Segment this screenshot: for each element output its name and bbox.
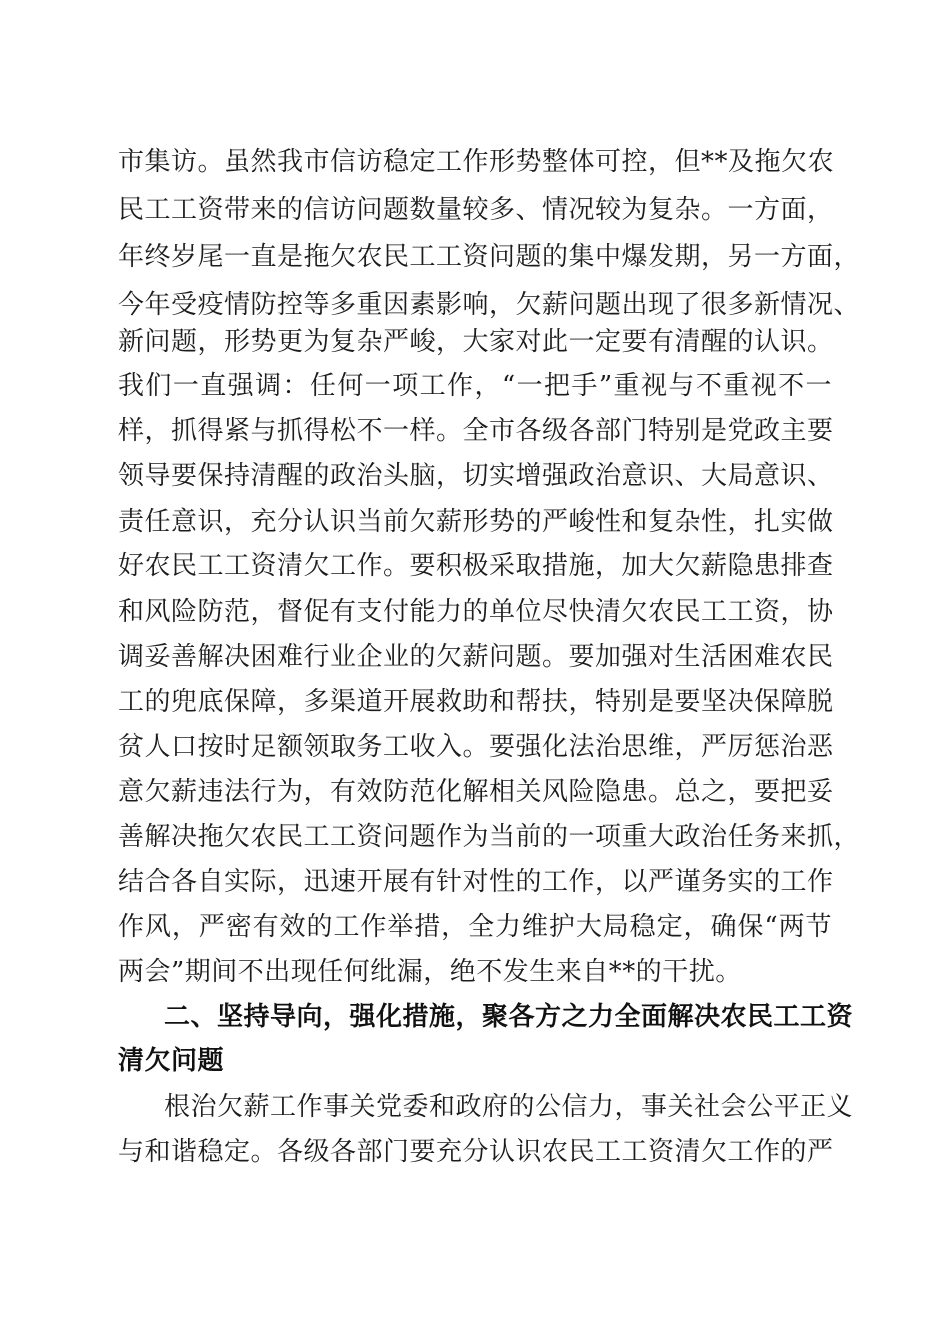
heading-line: 清欠问题 xyxy=(118,1046,225,1076)
text-line: 和风险防范，督促有支付能力的单位尽快清欠农民工工资，协 xyxy=(118,597,834,627)
text-line: 作风，严密有效的工作举措，全力维护大局稳定，确保“两节 xyxy=(118,912,832,942)
text-line: 两会”期间不出现任何纰漏，绝不发生来自**的干扰。 xyxy=(118,957,742,987)
text-line: 好农民工工资清欠工作。要积极采取措施，加大欠薪隐患排查 xyxy=(118,551,834,581)
text-line: 调妥善解决困难行业企业的欠薪问题。要加强对生活困难农民 xyxy=(118,642,834,672)
text-line: 市集访。虽然我市信访稳定工作形势整体可控，但**及拖欠农 xyxy=(118,147,835,177)
text-line: 今年受疫情防控等多重因素影响，欠薪问题出现了很多新情况、 xyxy=(118,290,861,320)
text-line: 根治欠薪工作事关党委和政府的公信力，事关社会公平正义 xyxy=(164,1092,854,1122)
text-line: 责任意识，充分认识当前欠薪形势的严峻性和复杂性，扎实做 xyxy=(118,507,834,537)
text-line: 贫人口按时足额领取务工收入。要强化法治思维，严厉惩治恶 xyxy=(118,732,834,762)
text-line: 领导要保持清醒的政治头脑，切实增强政治意识、大局意识、 xyxy=(118,461,834,491)
text-line: 我们一直强调：任何一项工作，“一把手”重视与不重视不一 xyxy=(118,371,832,401)
heading-line: 二、坚持导向，强化措施，聚各方之力全面解决农民工工资 xyxy=(164,1002,854,1032)
text-line: 与和谐稳定。各级各部门要充分认识农民工工资清欠工作的严 xyxy=(118,1137,834,1167)
text-line: 新问题，形势更为复杂严峻，大家对此一定要有清醒的认识。 xyxy=(118,327,834,357)
text-line: 善解决拖欠农民工工资问题作为当前的一项重大政治任务来抓， xyxy=(118,822,861,852)
text-line: 工的兜底保障，多渠道开展救助和帮扶，特别是要坚决保障脱 xyxy=(118,687,834,717)
text-line: 年终岁尾一直是拖欠农民工工资问题的集中爆发期，另一方面， xyxy=(118,242,861,272)
text-line: 样，抓得紧与抓得松不一样。全市各级各部门特别是党政主要 xyxy=(118,416,834,446)
text-line: 结合各自实际，迅速开展有针对性的工作，以严谨务实的工作 xyxy=(118,867,834,897)
text-line: 民工工资带来的信访问题数量较多、情况较为复杂。一方面， xyxy=(118,195,834,225)
text-line: 意欠薪违法行为，有效防范化解相关风险隐患。总之，要把妥 xyxy=(118,777,834,807)
